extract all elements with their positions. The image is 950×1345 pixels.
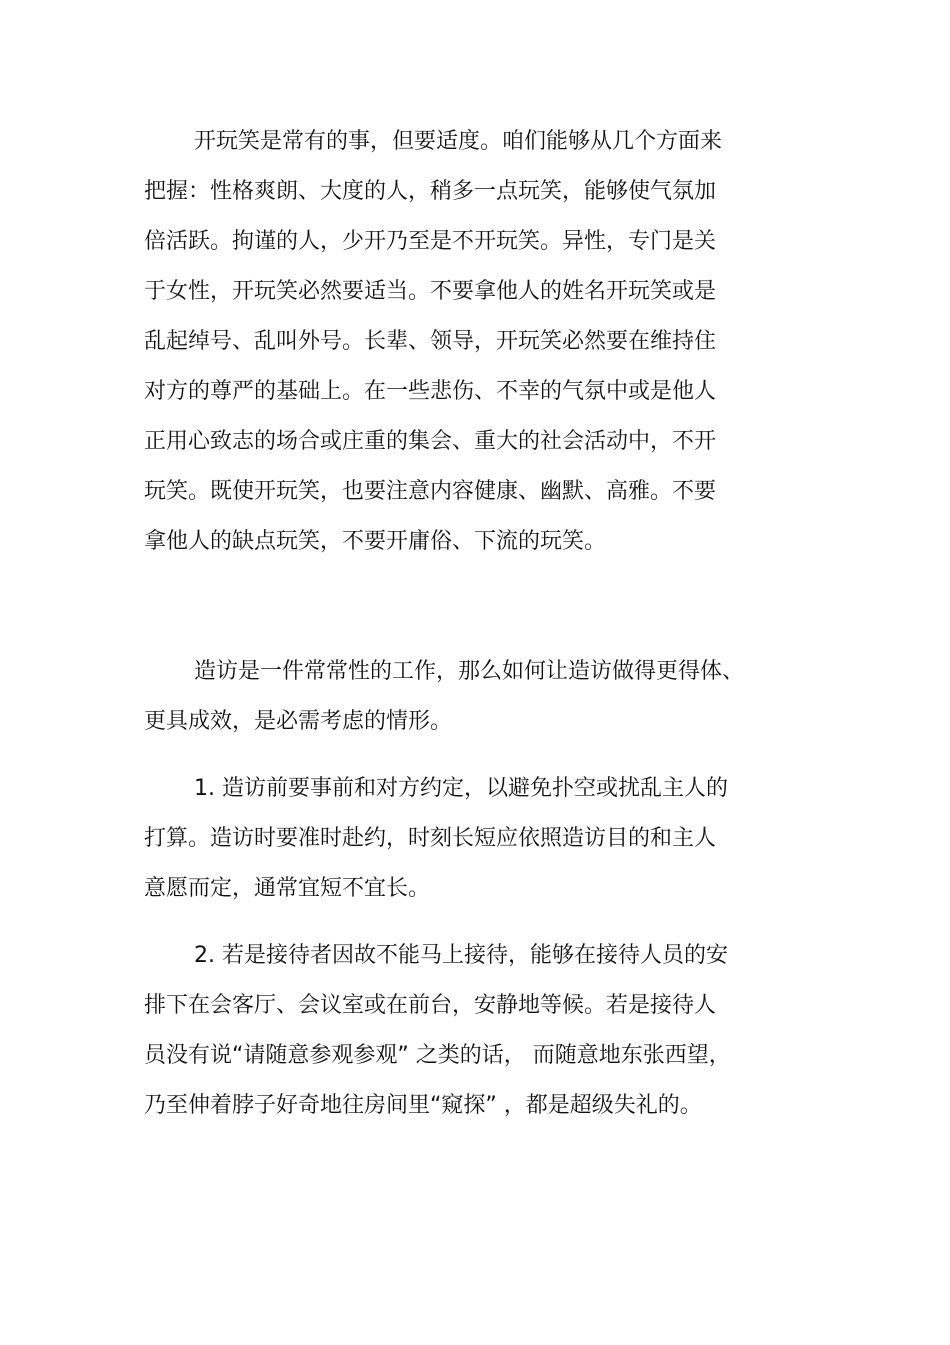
paragraph-3-line-2: 打算。造访时要准时赴约，时刻长短应依照造访目的和主人 — [144, 826, 717, 851]
paragraph-1-line-6: 对方的尊严的基础上。在一些悲伤、不幸的气氛中或是他人 — [144, 379, 717, 404]
paragraph-1-line-8: 玩笑。既使开玩笑，也要注意内容健康、幽默、高雅。不要 — [144, 479, 717, 504]
paragraph-4-line-4: 乃至伸着脖子好奇地往房间里“窥探” ，都是超级失礼的。 — [144, 1093, 702, 1118]
paragraph-2-line-2: 更具成效，是必需考虑的情形。 — [144, 709, 453, 734]
paragraph-4-line-1: 2. 若是接待者因故不能马上接待，能够在接待人员的安 — [194, 943, 728, 968]
paragraph-1-line-5: 乱起绰号、乱叫外号。长辈、领导，开玩笑必然要在维持住 — [144, 329, 717, 354]
paragraph-1-line-7: 正用心致志的场合或庄重的集会、重大的社会活动中，不开 — [144, 429, 717, 454]
paragraph-1-line-3: 倍活跃。拘谨的人，少开乃至是不开玩笑。异性，专门是关 — [144, 229, 717, 254]
paragraph-4-line-2: 排下在会客厅、会议室或在前台，安静地等候。若是接待人 — [144, 993, 717, 1018]
paragraph-1-line-1: 开玩笑是常有的事，但要适度。咱们能够从几个方面来 — [194, 129, 723, 154]
paragraph-1-line-2: 把握：性格爽朗、大度的人，稍多一点玩笑，能够使气氛加 — [144, 179, 717, 204]
paragraph-1-line-4: 于女性，开玩笑必然要适当。不要拿他人的姓名开玩笑或是 — [144, 279, 717, 304]
paragraph-3-line-1: 1. 造访前要事前和对方约定，以避免扑空或扰乱主人的 — [194, 776, 728, 801]
paragraph-4-line-3: 员没有说“请随意参观参观” 之类的话， 而随意地东张西望， — [144, 1043, 731, 1068]
paragraph-2-line-1: 造访是一件常常性的工作，那么如何让造访做得更得体、 — [194, 659, 745, 684]
paragraph-1-line-9: 拿他人的缺点玩笑，不要开庸俗、下流的玩笑。 — [144, 529, 607, 554]
paragraph-3-line-3: 意愿而定，通常宜短不宜长。 — [144, 876, 431, 901]
